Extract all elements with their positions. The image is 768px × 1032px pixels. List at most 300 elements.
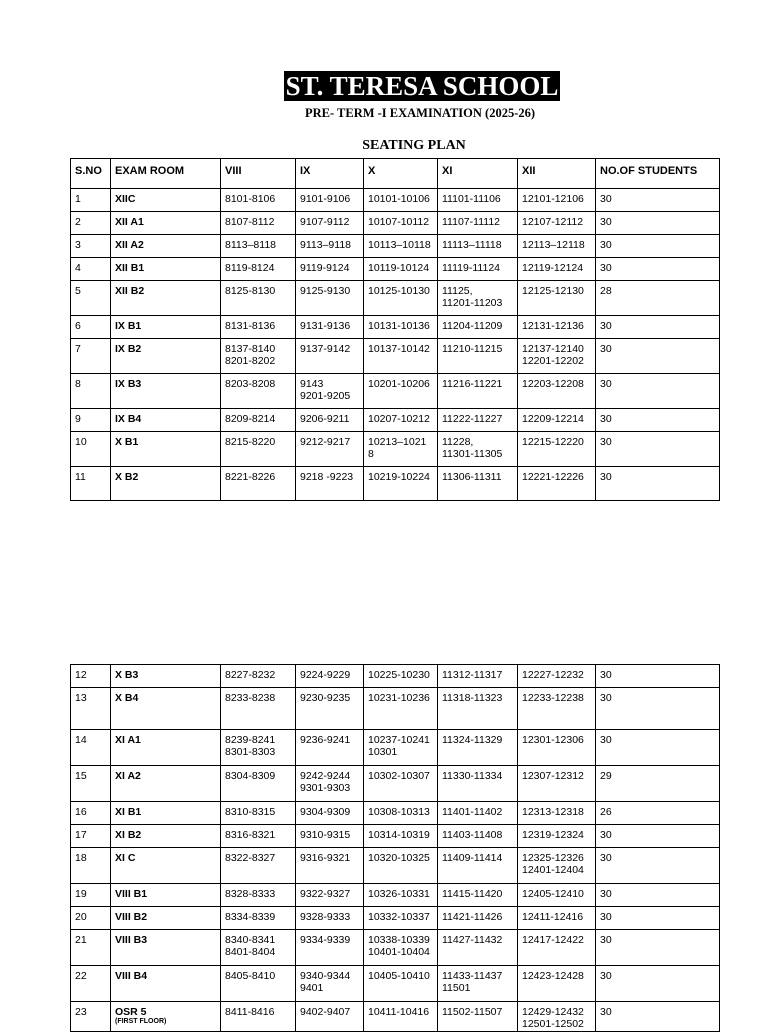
roll-range-viii xyxy=(221,766,296,802)
serial-number: 12 xyxy=(71,665,111,688)
roll-range-viii xyxy=(221,730,296,766)
school-title: ST. TERESA SCHOOL xyxy=(285,71,559,101)
roll-range-xi xyxy=(438,235,518,258)
roll-range-line: 12301-12306 xyxy=(522,734,584,746)
roll-range-viii xyxy=(221,467,296,501)
serial-number: 13 xyxy=(71,688,111,730)
roll-range-xi xyxy=(438,884,518,907)
roll-range-line: 12325-12326 xyxy=(522,852,584,864)
exam-room xyxy=(111,688,221,730)
roll-range-ix xyxy=(296,374,364,409)
exam-room-label: IX B3 xyxy=(115,378,142,390)
serial-number: 18 xyxy=(71,848,111,884)
table-row xyxy=(71,432,720,467)
roll-range-xii xyxy=(518,665,596,688)
roll-range-line: 11228, xyxy=(442,436,474,448)
roll-range-line: 10201-10206 xyxy=(368,378,430,390)
serial-number: 22 xyxy=(71,966,111,1002)
roll-range-line: 10125-10130 xyxy=(368,285,430,297)
student-count: 30 xyxy=(596,235,720,258)
roll-range-xii xyxy=(518,884,596,907)
column-header: XII xyxy=(518,159,596,189)
table-row xyxy=(71,884,720,907)
roll-range-xi xyxy=(438,189,518,212)
roll-range-xii xyxy=(518,339,596,374)
roll-range-ix xyxy=(296,467,364,501)
roll-range-x xyxy=(364,1002,438,1032)
student-count: 30 xyxy=(596,374,720,409)
roll-range-line: 8209-8214 xyxy=(225,413,276,425)
roll-range-line: 9101-9106 xyxy=(300,193,351,205)
serial-number: 2 xyxy=(71,212,111,235)
table-row xyxy=(71,688,720,730)
student-count: 30 xyxy=(596,665,720,688)
table-row xyxy=(71,730,720,766)
roll-range-line: 8101-8106 xyxy=(225,193,276,205)
roll-range-ix xyxy=(296,966,364,1002)
roll-range-ix xyxy=(296,432,364,467)
serial-number: 11 xyxy=(71,467,111,501)
roll-range-viii xyxy=(221,802,296,825)
roll-range-line: 12411-12416 xyxy=(522,911,584,923)
roll-range-line: 8322-8327 xyxy=(225,852,276,864)
serial-number: 14 xyxy=(71,730,111,766)
roll-range-line: 12107-12112 xyxy=(522,216,584,228)
roll-range-line: 8113–8118 xyxy=(225,239,276,251)
roll-range-xi xyxy=(438,432,518,467)
table-row xyxy=(71,665,720,688)
roll-range-xi xyxy=(438,930,518,966)
table-row xyxy=(71,316,720,339)
student-count: 30 xyxy=(596,730,720,766)
exam-room xyxy=(111,825,221,848)
roll-range-xii xyxy=(518,730,596,766)
roll-range-viii xyxy=(221,1002,296,1032)
serial-number: 8 xyxy=(71,374,111,409)
roll-range-xii xyxy=(518,316,596,339)
roll-range-xii xyxy=(518,766,596,802)
roll-range-line: 11210-11215 xyxy=(442,343,503,355)
serial-number: 17 xyxy=(71,825,111,848)
roll-range-line: 9224-9229 xyxy=(300,669,351,681)
exam-room xyxy=(111,189,221,212)
exam-room-label: XI B2 xyxy=(115,829,142,841)
roll-range-ix xyxy=(296,258,364,281)
roll-range-line: 11330-11334 xyxy=(442,770,503,782)
roll-range-x xyxy=(364,907,438,930)
roll-range-line: 12215-12220 xyxy=(522,436,584,448)
roll-range-line: 10131-10136 xyxy=(368,320,430,332)
roll-range-line: 11415-11420 xyxy=(442,888,503,900)
serial-number: 23 xyxy=(71,1002,111,1032)
roll-range-xii xyxy=(518,409,596,432)
serial-number: 4 xyxy=(71,258,111,281)
roll-range-line: 10219-10224 xyxy=(368,471,430,483)
roll-range-line: 8405-8410 xyxy=(225,970,276,982)
roll-range-x xyxy=(364,467,438,501)
column-header: IX xyxy=(296,159,364,189)
exam-room-label: XII B1 xyxy=(115,262,145,274)
roll-range-xi xyxy=(438,688,518,730)
roll-range-line: 12131-12136 xyxy=(522,320,584,332)
roll-range-x xyxy=(364,688,438,730)
roll-range-x xyxy=(364,258,438,281)
roll-range-line: 9218 -9223 xyxy=(300,471,354,483)
roll-range-line: 12119-12124 xyxy=(522,262,584,274)
roll-range-line: 11119-11124 xyxy=(442,262,500,274)
roll-range-viii xyxy=(221,316,296,339)
roll-range-line: 12221-12226 xyxy=(522,471,584,483)
student-count: 30 xyxy=(596,884,720,907)
exam-room xyxy=(111,281,221,316)
table-row xyxy=(71,802,720,825)
roll-range-line: 11502-11507 xyxy=(442,1006,503,1018)
roll-range-viii xyxy=(221,281,296,316)
roll-range-line: 9230-9235 xyxy=(300,692,351,704)
student-count: 30 xyxy=(596,316,720,339)
exam-room-label: XIIC xyxy=(115,193,136,205)
table-row xyxy=(71,409,720,432)
seating-table xyxy=(70,158,720,501)
roll-range-line: 8125-8130 xyxy=(225,285,276,297)
roll-range-line: 8203-8208 xyxy=(225,378,276,390)
roll-range-ix xyxy=(296,802,364,825)
roll-range-line: 9401 xyxy=(300,982,324,994)
table-row xyxy=(71,467,720,501)
roll-range-xii xyxy=(518,281,596,316)
roll-range-xii xyxy=(518,467,596,501)
roll-range-line: 9316-9321 xyxy=(300,852,351,864)
exam-room-label: IX B4 xyxy=(115,413,142,425)
table-row xyxy=(71,930,720,966)
roll-range-line: 9107-9112 xyxy=(300,216,350,228)
student-count: 30 xyxy=(596,258,720,281)
student-count: 30 xyxy=(596,848,720,884)
roll-range-line: 12137-12140 xyxy=(522,343,584,355)
student-count: 26 xyxy=(596,802,720,825)
exam-room xyxy=(111,235,221,258)
roll-range-xii xyxy=(518,1002,596,1032)
roll-range-line: 11201-11203 xyxy=(442,297,503,309)
roll-range-line: 10411-10416 xyxy=(368,1006,430,1018)
exam-room-label: VIII B3 xyxy=(115,934,148,946)
roll-range-line: 8340-8341 xyxy=(225,934,276,946)
roll-range-line: 12313-12318 xyxy=(522,806,584,818)
serial-number: 9 xyxy=(71,409,111,432)
roll-range-line: 11216-11221 xyxy=(442,378,503,390)
table-row xyxy=(71,235,720,258)
roll-range-line: 12125-12130 xyxy=(522,285,584,297)
roll-range-line: 8301-8303 xyxy=(225,746,276,758)
exam-room-label: OSR 5 xyxy=(115,1006,147,1018)
exam-room xyxy=(111,467,221,501)
roll-range-xii xyxy=(518,212,596,235)
roll-range-xi xyxy=(438,766,518,802)
exam-room-label: VIII B1 xyxy=(115,888,148,900)
roll-range-line: 9212-9217 xyxy=(300,436,351,448)
roll-range-viii xyxy=(221,212,296,235)
roll-range-line: 11222-11227 xyxy=(442,413,503,425)
roll-range-x xyxy=(364,930,438,966)
roll-range-viii xyxy=(221,409,296,432)
roll-range-line: 9125-9130 xyxy=(300,285,351,297)
roll-range-xi xyxy=(438,730,518,766)
roll-range-line: 12405-12410 xyxy=(522,888,584,900)
roll-range-line: 10320-10325 xyxy=(368,852,430,864)
roll-range-line: 10301 xyxy=(368,746,398,758)
roll-range-line: 10401-10404 xyxy=(368,946,430,958)
roll-range-viii xyxy=(221,688,296,730)
exam-room-label: XI B1 xyxy=(115,806,142,818)
roll-range-x xyxy=(364,212,438,235)
exam-room xyxy=(111,374,221,409)
roll-range-ix xyxy=(296,212,364,235)
roll-range-xii xyxy=(518,966,596,1002)
roll-range-line: 10326-10331 xyxy=(368,888,430,900)
roll-range-ix xyxy=(296,688,364,730)
roll-range-line: 10101-10106 xyxy=(368,193,430,205)
exam-room-label: XI A2 xyxy=(115,770,141,782)
roll-range-xii xyxy=(518,235,596,258)
roll-range-line: 9304-9309 xyxy=(300,806,351,818)
exam-room xyxy=(111,730,221,766)
roll-range-line: 8227-8232 xyxy=(225,669,276,681)
roll-range-x xyxy=(364,966,438,1002)
roll-range-line: 8 xyxy=(368,448,374,460)
serial-number: 5 xyxy=(71,281,111,316)
roll-range-line: 8304-8309 xyxy=(225,770,276,782)
serial-number: 6 xyxy=(71,316,111,339)
roll-range-line: 12201-12202 xyxy=(522,355,584,367)
roll-range-line: 11324-11329 xyxy=(442,734,503,746)
roll-range-xi xyxy=(438,467,518,501)
seating-plan-title: SEATING PLAN xyxy=(362,138,466,153)
exam-room xyxy=(111,212,221,235)
exam-room xyxy=(111,432,221,467)
student-count: 30 xyxy=(596,907,720,930)
roll-range-line: 12417-12422 xyxy=(522,934,584,946)
exam-room-label: VIII B2 xyxy=(115,911,148,923)
roll-range-xii xyxy=(518,688,596,730)
column-header: XI xyxy=(438,159,518,189)
student-count: 30 xyxy=(596,212,720,235)
roll-range-line: 9137-9142 xyxy=(300,343,351,355)
roll-range-line: 12233-12238 xyxy=(522,692,584,704)
column-header: X xyxy=(364,159,438,189)
roll-range-line: 10308-10313 xyxy=(368,806,430,818)
roll-range-line: 9340-9344 xyxy=(300,970,351,982)
student-count: 30 xyxy=(596,966,720,1002)
roll-range-line: 11107-11112 xyxy=(442,216,500,228)
roll-range-line: 9131-9136 xyxy=(300,320,351,332)
roll-range-viii xyxy=(221,374,296,409)
roll-range-viii xyxy=(221,189,296,212)
roll-range-line: 8201-8202 xyxy=(225,355,276,367)
roll-range-line: 10137-10142 xyxy=(368,343,430,355)
roll-range-viii xyxy=(221,432,296,467)
roll-range-line: 10338-10339 xyxy=(368,934,430,946)
exam-room xyxy=(111,316,221,339)
roll-range-line: 11312-11317 xyxy=(442,669,503,681)
serial-number: 21 xyxy=(71,930,111,966)
exam-room-label: XI C xyxy=(115,852,136,864)
roll-range-line: 8328-8333 xyxy=(225,888,276,900)
roll-range-xii xyxy=(518,374,596,409)
roll-range-ix xyxy=(296,235,364,258)
seating-table-continued xyxy=(70,664,720,1032)
roll-range-x xyxy=(364,316,438,339)
roll-range-x xyxy=(364,884,438,907)
roll-range-xii xyxy=(518,848,596,884)
roll-range-line: 8119-8124 xyxy=(225,262,275,274)
roll-range-xii xyxy=(518,802,596,825)
serial-number: 1 xyxy=(71,189,111,212)
roll-range-xi xyxy=(438,409,518,432)
student-count: 28 xyxy=(596,281,720,316)
roll-range-xi xyxy=(438,848,518,884)
column-header: S.NO xyxy=(71,159,111,189)
serial-number: 7 xyxy=(71,339,111,374)
exam-room-label: XII A2 xyxy=(115,239,144,251)
roll-range-ix xyxy=(296,281,364,316)
roll-range-line: 11113–11118 xyxy=(442,239,502,251)
roll-range-line: 11403-11408 xyxy=(442,829,503,841)
roll-range-xi xyxy=(438,907,518,930)
student-count: 30 xyxy=(596,339,720,374)
roll-range-line: 9206-9211 xyxy=(300,413,350,425)
student-count: 30 xyxy=(596,432,720,467)
roll-range-xi xyxy=(438,258,518,281)
roll-range-line: 8334-8339 xyxy=(225,911,276,923)
exam-room-label: X B1 xyxy=(115,436,139,448)
exam-title: PRE- TERM -I EXAMINATION (2025-26) xyxy=(304,106,536,120)
student-count: 30 xyxy=(596,930,720,966)
roll-range-line: 10225-10230 xyxy=(368,669,430,681)
student-count: 30 xyxy=(596,409,720,432)
roll-range-x xyxy=(364,281,438,316)
roll-range-line: 11101-11106 xyxy=(442,193,501,205)
table-row xyxy=(71,848,720,884)
roll-range-line: 11501 xyxy=(442,982,471,994)
roll-range-line: 8316-8321 xyxy=(225,829,276,841)
roll-range-line: 10119-10124 xyxy=(368,262,430,274)
exam-room-note: (FIRST FLOOR) xyxy=(115,1018,167,1025)
roll-range-x xyxy=(364,374,438,409)
roll-range-viii xyxy=(221,825,296,848)
roll-range-x xyxy=(364,825,438,848)
roll-range-line: 10213–1021 xyxy=(368,436,427,448)
roll-range-xi xyxy=(438,316,518,339)
roll-range-line: 10113–10118 xyxy=(368,239,431,251)
table-row xyxy=(71,281,720,316)
roll-range-line: 11421-11426 xyxy=(442,911,503,923)
roll-range-line: 9301-9303 xyxy=(300,782,351,794)
exam-room xyxy=(111,766,221,802)
exam-room xyxy=(111,884,221,907)
roll-range-ix xyxy=(296,316,364,339)
roll-range-line: 12501-12502 xyxy=(522,1018,584,1030)
roll-range-xi xyxy=(438,966,518,1002)
exam-room xyxy=(111,1002,221,1032)
roll-range-line: 11301-11305 xyxy=(442,448,503,460)
column-header: VIII xyxy=(221,159,296,189)
exam-room-label: X B2 xyxy=(115,471,139,483)
roll-range-line: 9119-9124 xyxy=(300,262,350,274)
roll-range-line: 10332-10337 xyxy=(368,911,430,923)
exam-room-label: XII B2 xyxy=(115,285,145,297)
serial-number: 15 xyxy=(71,766,111,802)
roll-range-line: 9236-9241 xyxy=(300,734,351,746)
roll-range-viii xyxy=(221,258,296,281)
roll-range-ix xyxy=(296,339,364,374)
roll-range-line: 10107-10112 xyxy=(368,216,430,228)
exam-room xyxy=(111,665,221,688)
roll-range-line: 9328-9333 xyxy=(300,911,351,923)
roll-range-line: 11204-11209 xyxy=(442,320,503,332)
roll-range-line: 12113–12118 xyxy=(522,239,585,251)
roll-range-ix xyxy=(296,665,364,688)
roll-range-xi xyxy=(438,374,518,409)
header-row xyxy=(71,159,720,189)
table-row xyxy=(71,766,720,802)
roll-range-line: 10237-10241 xyxy=(368,734,430,746)
roll-range-viii xyxy=(221,930,296,966)
roll-range-line: 9402-9407 xyxy=(300,1006,351,1018)
table-row xyxy=(71,374,720,409)
exam-room-label: XI A1 xyxy=(115,734,141,746)
roll-range-xii xyxy=(518,825,596,848)
serial-number: 16 xyxy=(71,802,111,825)
serial-number: 10 xyxy=(71,432,111,467)
roll-range-line: 12423-12428 xyxy=(522,970,584,982)
roll-range-line: 9143 xyxy=(300,378,324,390)
roll-range-line: 11125, xyxy=(442,285,473,297)
table-row xyxy=(71,825,720,848)
table-row xyxy=(71,339,720,374)
roll-range-line: 11433-11437 xyxy=(442,970,503,982)
column-header: NO.OF STUDENTS xyxy=(596,159,720,189)
roll-range-x xyxy=(364,235,438,258)
roll-range-xi xyxy=(438,825,518,848)
roll-range-line: 11427-11432 xyxy=(442,934,503,946)
exam-room xyxy=(111,848,221,884)
roll-range-line: 8137-8140 xyxy=(225,343,276,355)
roll-range-xii xyxy=(518,432,596,467)
exam-room-label: XII A1 xyxy=(115,216,144,228)
roll-range-line: 10302-10307 xyxy=(368,770,430,782)
roll-range-line: 11318-11323 xyxy=(442,692,503,704)
roll-range-ix xyxy=(296,409,364,432)
table-row xyxy=(71,258,720,281)
roll-range-xii xyxy=(518,258,596,281)
roll-range-xi xyxy=(438,339,518,374)
serial-number: 19 xyxy=(71,884,111,907)
roll-range-x xyxy=(364,665,438,688)
student-count: 30 xyxy=(596,467,720,501)
roll-range-line: 9113–9118 xyxy=(300,239,351,251)
roll-range-x xyxy=(364,339,438,374)
serial-number: 20 xyxy=(71,907,111,930)
roll-range-ix xyxy=(296,730,364,766)
roll-range-xi xyxy=(438,212,518,235)
roll-range-xii xyxy=(518,907,596,930)
roll-range-line: 8411-8416 xyxy=(225,1006,275,1018)
roll-range-ix xyxy=(296,825,364,848)
roll-range-viii xyxy=(221,966,296,1002)
roll-range-line: 9242-9244 xyxy=(300,770,351,782)
roll-range-line: 12203-12208 xyxy=(522,378,584,390)
roll-range-ix xyxy=(296,884,364,907)
